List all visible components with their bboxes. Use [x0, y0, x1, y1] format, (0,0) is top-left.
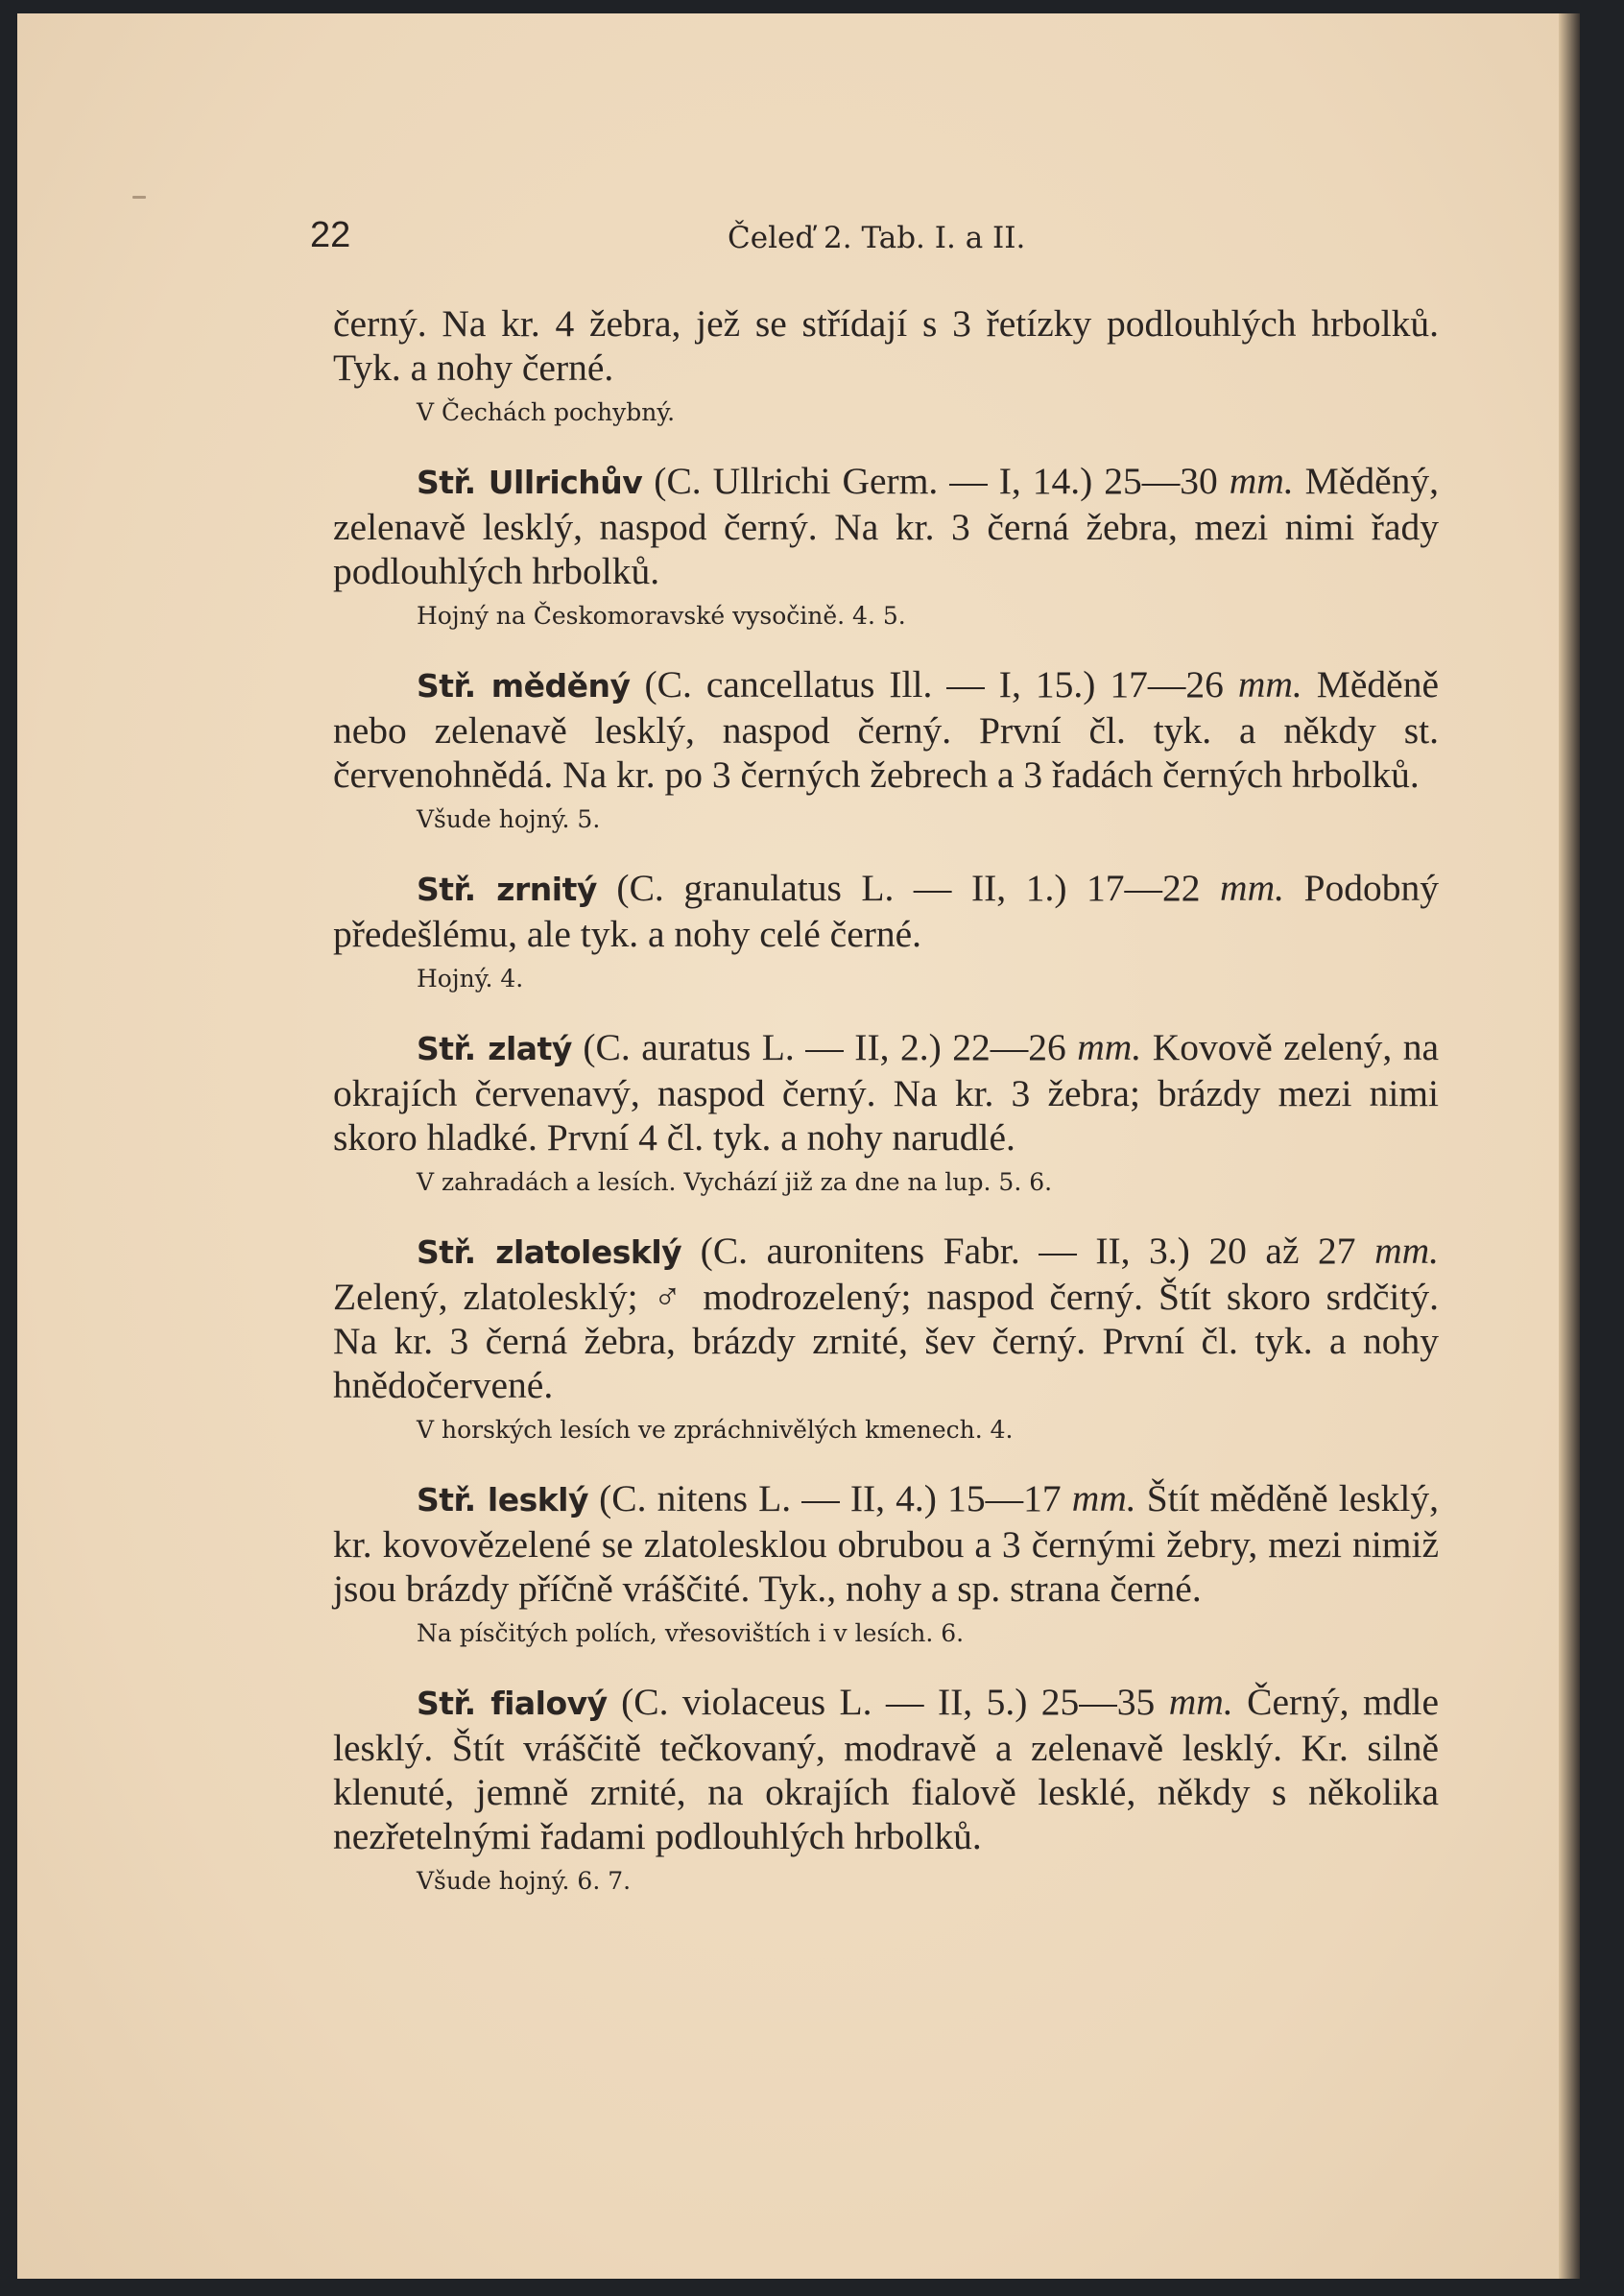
size-unit: mm. — [1220, 867, 1284, 909]
running-head: Čeleď 2. Tab. I. a II. — [728, 221, 1026, 255]
habitat-note: V zahradách a lesích. Vychází již za dne na lup. 5. 6. — [417, 1168, 1053, 1196]
page-header — [310, 215, 1443, 273]
entry-description — [333, 1025, 1439, 1160]
habitat-note: Na písčitých polích, vřesovištích i v lesích. 6. — [417, 1619, 965, 1647]
size-unit: mm. — [1071, 1477, 1136, 1519]
species-description: Podobný předešlému, ale tyk. a nohy celé černé. — [333, 867, 1439, 955]
habitat-note: V horských lesích ve zpráchnivělých kmenech. 4. — [417, 1416, 1014, 1444]
habitat-note: Hojný. 4. — [417, 965, 524, 993]
entry-description — [333, 1680, 1439, 1858]
body-text — [333, 301, 1439, 1927]
entry-ullrichuv — [333, 459, 1439, 634]
entry-zlatolesky — [333, 1229, 1439, 1447]
species-name: Stř. fialový — [417, 1685, 608, 1722]
species-name: Stř. zlatý — [417, 1030, 572, 1067]
species-reference: (C. auratus L. — II, 2.) 22—26 — [571, 1026, 1078, 1068]
size-unit: mm. — [1077, 1026, 1142, 1068]
entry-continuation — [333, 301, 1439, 430]
species-reference: (C. granulatus L. — II, 1.) 17—22 — [596, 867, 1221, 909]
species-reference: (C. nitens L. — II, 4.) 15—17 — [588, 1477, 1072, 1519]
entry-description — [333, 1229, 1439, 1407]
book-page — [17, 13, 1580, 2279]
species-reference: (C. Ullrichi Germ. — I, 14.) 25—30 — [642, 460, 1230, 502]
entry-description — [333, 866, 1439, 956]
entry-description — [333, 459, 1439, 593]
entry-leskly — [333, 1476, 1439, 1651]
species-description: Kovově zelený, na okrajích červenavý, naspod černý. Na kr. 3 žebra; brázdy mezi nimi skoro hladké. První 4 čl. tyk. a nohy narudlé. — [333, 1026, 1439, 1159]
species-description: Štít měděně lesklý, kr. kovovězelené se zlatolesklou obrubou a 3 černými žebry, mezi nimiž jsou brázdy příčně vráščité. Tyk., nohy a sp. strana černé. — [333, 1477, 1439, 1610]
species-reference: (C. violaceus L. — II, 5.) 25—35 — [607, 1681, 1169, 1723]
species-reference: (C. cancellatus Ill. — I, 15.) 17—26 — [630, 663, 1238, 706]
size-unit: mm. — [1229, 460, 1294, 502]
entry-medeny — [333, 662, 1439, 837]
species-description: Měděně nebo zelenavě lesklý, naspod černý. První čl. tyk. a někdy st. červenohnědá. Na kr. po 3 černých žebrech a 3 řadách černých hrbolků. — [333, 663, 1439, 796]
entry-zrnity — [333, 866, 1439, 996]
habitat-note: Hojný na Českomoravské vysočině. 4. 5. — [417, 602, 906, 630]
species-reference: (C. auronitens Fabr. — II, 3.) 20 až 27 — [681, 1230, 1375, 1272]
entry-description — [333, 1476, 1439, 1611]
entry-description — [333, 662, 1439, 797]
species-name: Stř. zlatolesklý — [417, 1233, 682, 1271]
habitat-note: Všude hojný. 6. 7. — [417, 1867, 632, 1895]
page-number: 22 — [310, 215, 351, 255]
species-name: Stř. lesklý — [417, 1481, 588, 1519]
size-unit: mm. — [1168, 1681, 1233, 1723]
size-unit: mm. — [1237, 663, 1302, 706]
size-unit: mm. — [1374, 1230, 1439, 1272]
habitat-note: V Čechách pochybný. — [417, 398, 676, 426]
entry-text: černý. Na kr. 4 žebra, jež se střídají s 3 řetízky podlouhlých hrbolků. Tyk. a nohy černé. — [333, 302, 1439, 389]
entry-description — [333, 301, 1439, 390]
paper-speck — [132, 196, 146, 199]
species-name: Stř. měděný — [417, 667, 631, 705]
species-description: Zelený, zlatolesklý; ♂ modrozelený; naspod černý. Štít skoro srdčitý. Na kr. 3 černá žebra, brázdy zrnité, šev černý. První čl. tyk. a nohy hnědočervené. — [333, 1276, 1439, 1406]
book-spine-shadow — [1559, 13, 1580, 2279]
entry-zlaty — [333, 1025, 1439, 1200]
species-name: Stř. zrnitý — [417, 871, 597, 908]
species-description: Měděný, zelenavě lesklý, naspod černý. Na kr. 3 černá žebra, mezi nimi řady podlouhlých hrbolků. — [333, 460, 1439, 592]
habitat-note: Všude hojný. 5. — [417, 805, 601, 833]
species-name: Stř. Ullrichův — [417, 464, 643, 501]
species-description: Černý, mdle lesklý. Štít vráščitě tečkovaný, modravě a zelenavě lesklý. Kr. silně klenuté, jemně zrnité, na okrajích fialově lesklé, někdy s několika nezřetelnými řadami podlouhlých hrbolků. — [333, 1681, 1439, 1857]
entry-fialovy — [333, 1680, 1439, 1899]
